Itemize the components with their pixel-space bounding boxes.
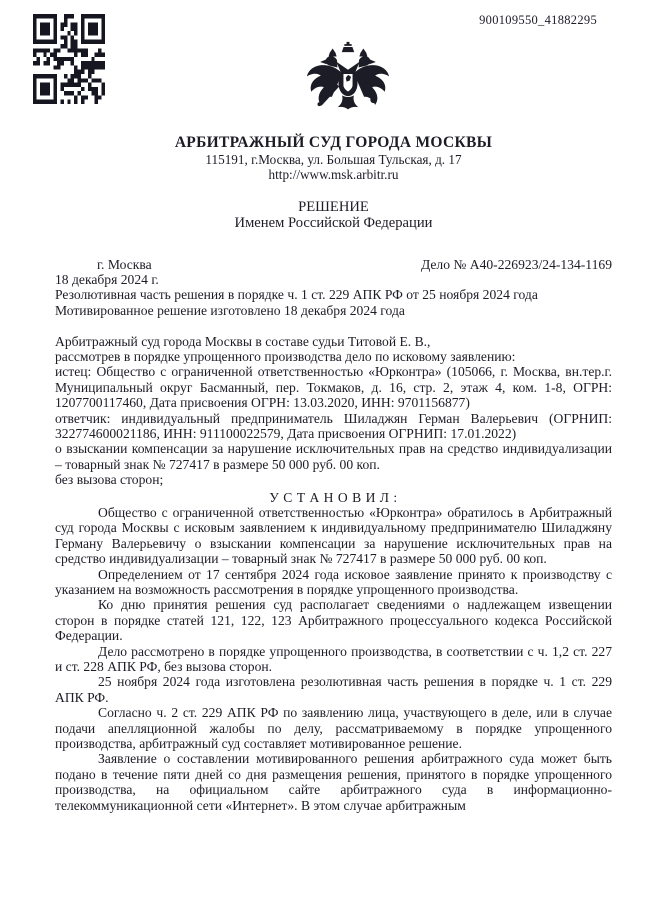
case-info-block	[55, 257, 612, 319]
body-paragraph: Дело рассмотрено в порядке упрощенного производства, в соответствии с ч. 1,2 ст. 227 и ст. 228 АПК РФ, без вызова сторон.	[55, 643, 612, 675]
decision-date: 18 декабря 2024 г.	[55, 271, 159, 287]
body-paragraph: 25 ноября 2024 года изготовлена резолютивная часть решения в порядке ч. 1 ст. 229 АПК РФ.	[55, 674, 612, 705]
case-number: Дело № А40-226923/24-134-1169	[420, 256, 612, 272]
resolution-note: Резолютивная часть решения в порядке ч. 1 ст. 229 АПК РФ от 25 ноября 2024 года	[55, 287, 538, 303]
no-parties-note: без вызова сторон;	[55, 472, 164, 488]
claim-subject: о взыскании компенсации за нарушение исключительных прав на средство индивидуализации – товарный знак № 727417 в размере 50 000 руб. 00 коп.	[55, 441, 612, 472]
body-paragraph: Заявление о составлении мотивированного решения арбитражного суда может быть подано в течение пяти дней со дня размещения решения, принятого в порядке упрощенного производства, на официальном сайте арбитражного суда в информационно-телекоммуникационной сети «Интернет». В этом случае арбитражным	[55, 751, 612, 813]
coat-of-arms-icon	[0, 40, 663, 120]
decision-title: РЕШЕНИЕ	[298, 199, 369, 215]
court-website: http://www.msk.arbitr.ru	[268, 167, 399, 182]
document-body	[55, 133, 612, 813]
court-name: АРБИТРАЖНЫЙ СУД ГОРОДА МОСКВЫ	[174, 134, 493, 151]
motivated-note: Мотивированное решение изготовлено 18 декабря 2024 года	[55, 302, 405, 318]
case-parties-block	[55, 334, 612, 488]
body-paragraph: Согласно ч. 2 ст. 229 АПК РФ по заявлению лица, участвующего в деле, или в случае подачи апелляционной жалобы по делу, рассматриваемому в порядке упрощенного производства, арбитражный суд составляет мотивированное решение.	[55, 705, 612, 752]
review-line: рассмотрев в порядке упрощенного производства дело по исковому заявлению:	[55, 348, 516, 364]
plaintiff-info: истец: Общество с ограниченной ответственностью «Юрконтра» (105066, г. Москва, вн.тер.г. Муниципальный округ Басманный, пер. Токмаков, д. 16, стр. 2, этаж 4, ком. 1-8, ОГРН: 1207700117460, Дата присвоения ОГРН: 13.03.2020, ИНН: 9701156877)	[55, 364, 612, 411]
judge-line: Арбитражный суд города Москвы в составе судьи Титовой Е. В.,	[55, 333, 431, 349]
court-address: 115191, г.Москва, ул. Большая Тульская, д. 17	[205, 152, 462, 167]
body-paragraph: Ко дню принятия решения суд располагает сведениями о надлежащем извещении сторон в порядке статей 121, 122, 123 Арбитражного процессуального кодекса Российской Федерации.	[55, 597, 612, 644]
stamp-number: 900109550_41882295	[479, 13, 597, 27]
decision-text-block	[55, 505, 612, 813]
decision-subtitle: Именем Российской Федерации	[234, 215, 433, 231]
defendant-info: ответчик: индивидуальный предприниматель Шиладжян Герман Валерьевич (ОГРНИП: 322774600021186, ИНН: 911100022579, Дата присвоения ОГРНИП: 17.01.2022)	[55, 410, 612, 441]
body-paragraph: Общество с ограниченной ответственностью «Юрконтра» обратилось в Арбитражный суд города Москвы с исковым заявлением к индивидуальному предпринимателю Шиладжяну Герману Валерьевичу о взыскании компенсации за нарушение исключительных прав на средство индивидуализации – товарный знак № 727417 в размере 50 000 руб. 00 коп.	[55, 504, 612, 567]
case-city: г. Москва	[97, 256, 152, 272]
ustanovil-heading: У С Т А Н О В И Л :	[269, 489, 398, 505]
body-paragraph: Определением от 17 сентября 2024 года исковое заявление принято к производству с указанием на возможность рассмотрения в порядке упрощенного производства.	[55, 566, 612, 598]
